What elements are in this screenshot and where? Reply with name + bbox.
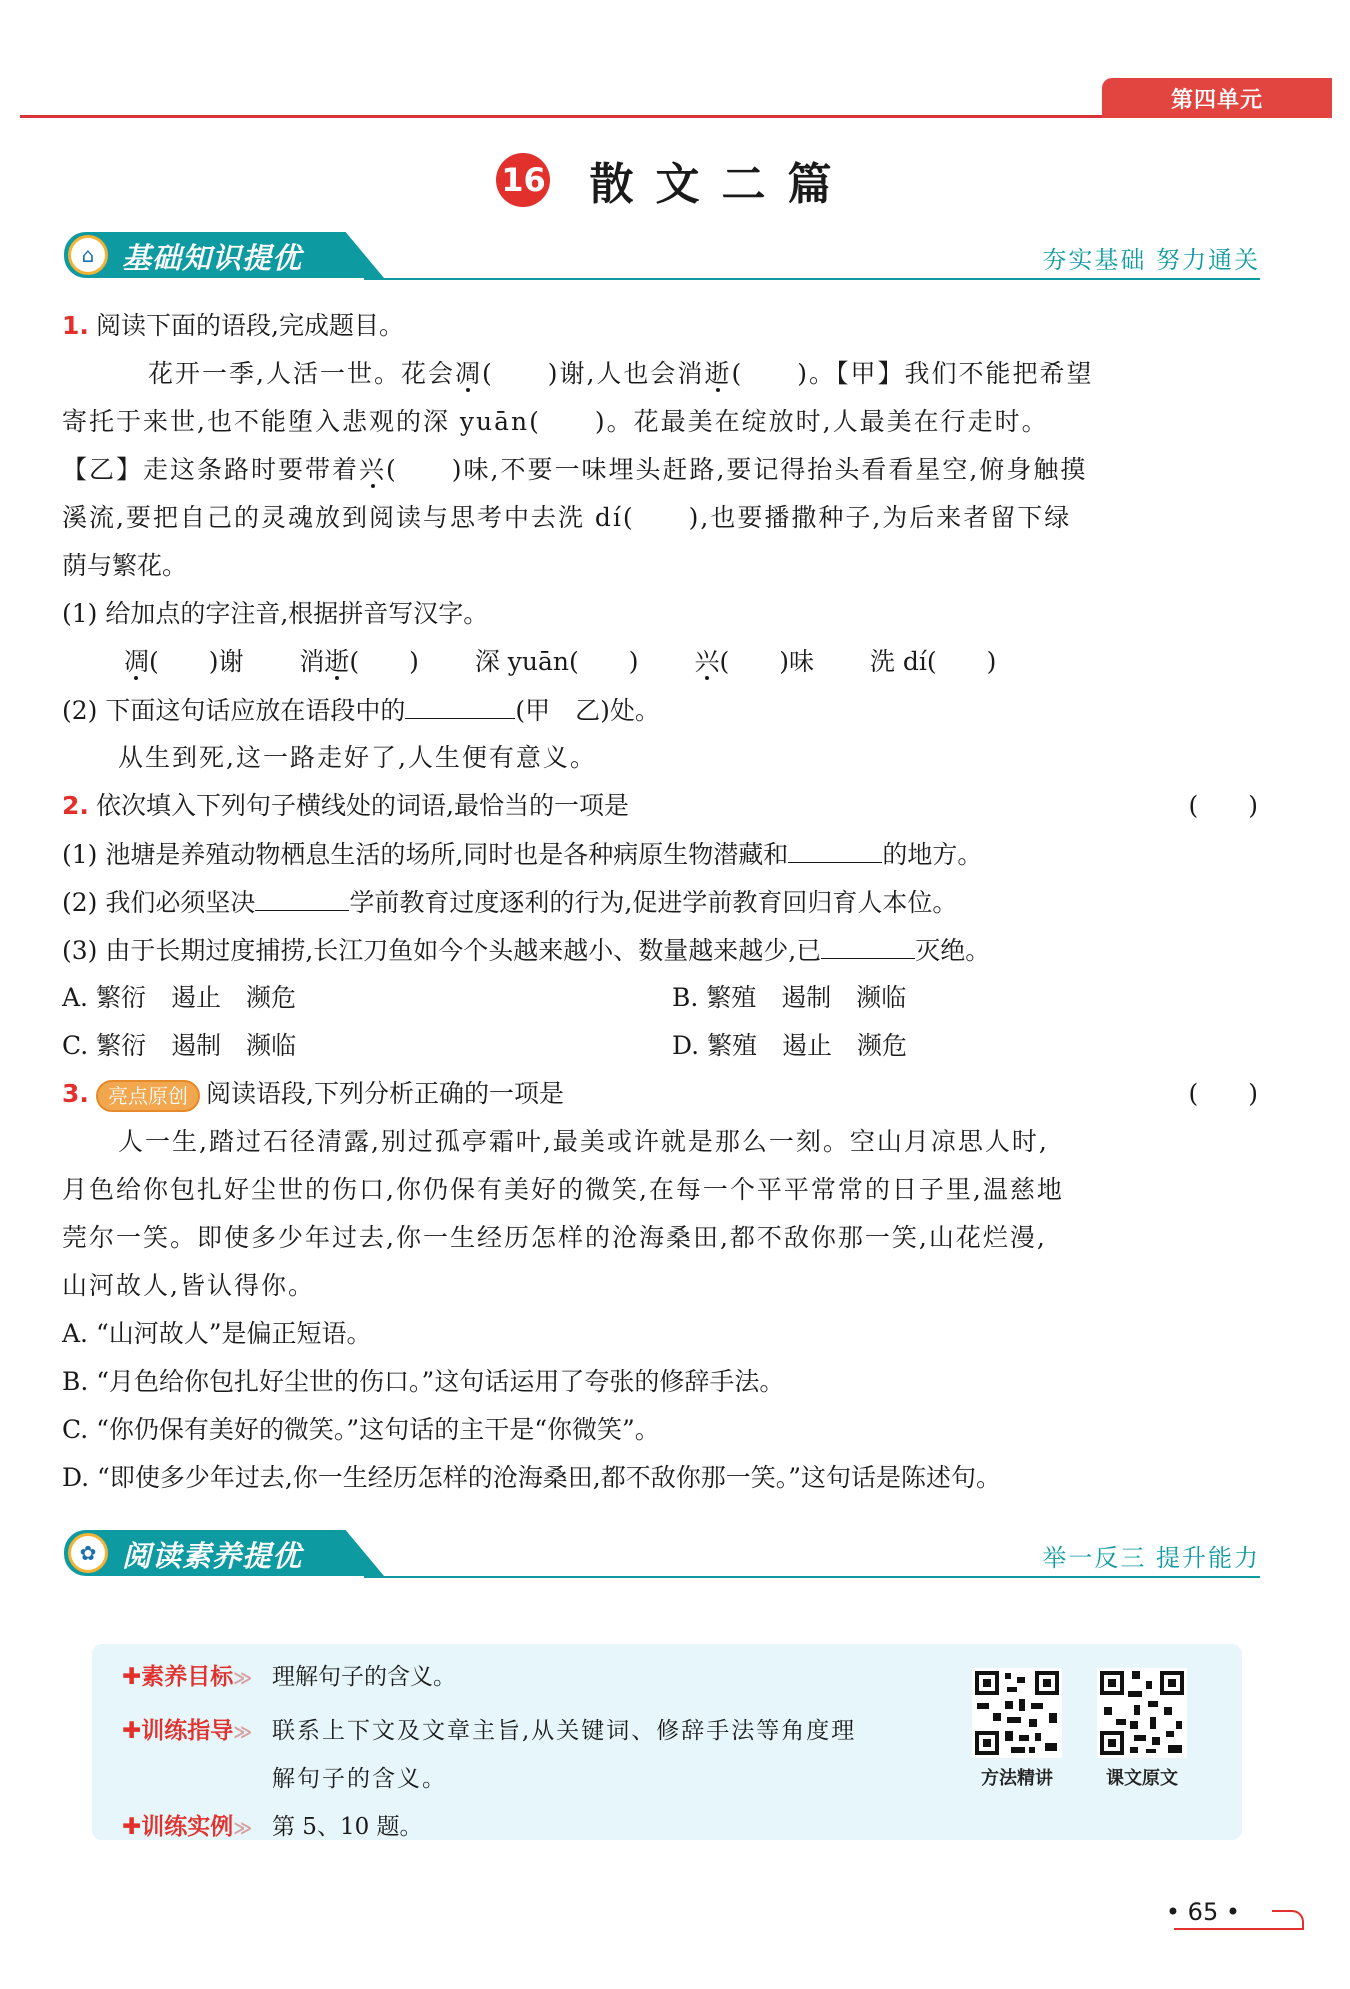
q3-passage-line: 人一生,踏过石径清露,别过孤亭霜叶,最美或许就是那么一刻。空山月凉思人时, [118,1127,1049,1156]
answer-blank[interactable] [255,878,349,911]
plus-icon: ✚ [122,1814,142,1840]
chevron-right-icon: ≫ [233,1722,253,1743]
q1-sub1: (1) 给加点的字注音,根据拼音写汉字。 [62,599,489,628]
plus-icon: ✚ [122,1718,142,1744]
guide-text-cont: 解句子的含义。 [272,1766,447,1792]
question-number: 2. [62,791,89,820]
dotted-char: 兴 [359,455,387,484]
section-header-basic [64,232,1260,280]
q2-stem: 2. 依次填入下列句子横线处的词语,最恰当的一项是 ( ) [62,782,1258,830]
section-title: 阅读素养提优 [122,1539,303,1573]
option-b[interactable]: B. “月色给你包扎好尘世的伤口。”这句话运用了夸张的修辞手法。 [62,1367,785,1396]
q2-options-row [62,974,1258,1022]
q1-sub2: (2) 下面这句话应放在语段中的 (甲 乙)处。 [62,686,1258,734]
unit-tab: 第四单元 [1102,78,1332,118]
qr-caption: 方法精讲 [981,1768,1053,1789]
qr-code-icon [972,1668,1062,1758]
lesson-title [0,148,1350,212]
q1-sub2-sentence: 从生到死,这一路走好了,人生便有意义。 [118,743,597,772]
question-number: 1. [62,311,89,340]
plus-icon: ✚ [122,1664,142,1690]
dotted-char: 兴 [694,647,720,676]
lesson-title-text: 散文二篇 [589,159,854,210]
dotted-char: 逝 [324,647,350,676]
house-icon: ⌂ [68,235,108,275]
goal-row: ✚素养目标≫ 理解句子的含义。 [122,1658,456,1691]
qr-caption: 课文原文 [1106,1768,1178,1789]
page-curl-icon [1272,1910,1304,1930]
answer-blank[interactable]: ( )谢 [148,647,244,676]
option-d[interactable]: D. “即使多少年过去,你一生经历怎样的沧海桑田,都不敌你那一笑。”这句话是陈述句。 [62,1463,1002,1492]
questions [62,302,1258,1502]
section-slogan: 举一反三 提升能力 [1042,1544,1260,1572]
option-a[interactable]: A. “山河故人”是偏正短语。 [62,1319,372,1348]
original-badge: 亮点原创 [96,1080,200,1112]
qr-code-method[interactable] [972,1668,1062,1758]
section-rule [364,278,1260,280]
guide-label: ✚训练指导≫ [122,1717,253,1744]
q1-passage-line: 【乙】走这条路时要带着兴( )味,不要一味埋头赶路,要记得抬头看看星空,俯身触摸 [62,455,1088,484]
q2-options-row [62,1022,1258,1070]
option-a[interactable]: A. 繁衍 遏止 濒危 [62,983,296,1012]
dotted-char: 凋 [454,359,482,388]
goal-label: ✚素养目标≫ [122,1663,253,1690]
answer-blank[interactable] [788,830,882,863]
section-title: 基础知识提优 [122,241,303,275]
q1-passage-line: 花开一季,人活一世。花会凋( )谢,人也会消逝( )。【甲】我们不能把希望 [148,359,1094,388]
chevron-right-icon: ≫ [233,1668,253,1689]
answer-blank[interactable]: ( ) [349,647,419,676]
option-c[interactable]: C. “你仍保有美好的微笑。”这句话的主干是“你微笑”。 [62,1415,660,1444]
q3-stem: 3. 亮点原创 阅读语段,下列分析正确的一项是 ( ) [62,1070,1258,1118]
qr-code-text[interactable] [1097,1668,1187,1758]
qr-code-icon [1097,1668,1187,1758]
section-rule [364,1576,1260,1578]
q1-passage-line: 荫与繁花。 [62,551,188,580]
example-row: ✚训练实例≫ 第 5、10 题。 [122,1808,423,1841]
chevron-right-icon: ≫ [233,1818,253,1839]
q2-sentence: (1) 池塘是养殖动物栖息生活的场所,同时也是各种病原生物潜藏和 的地方。 [62,830,1258,878]
dotted-char: 凋 [123,647,149,676]
q1-sub1-answers: 凋( )谢 消逝( ) 深 yuān( ) 兴( )味 洗 dí( ) [123,647,997,676]
answer-blank[interactable]: ( )味 [719,647,814,676]
section-slogan: 夯实基础 努力通关 [1042,246,1260,274]
answer-bracket[interactable]: ( ) [1188,1079,1258,1108]
q2-sentence: (3) 由于长期过度捕捞,长江刀鱼如今个头越来越小、数量越来越少,已 灭绝。 [62,926,1258,974]
section-header-reading [64,1530,1260,1578]
question-number: 3. [62,1079,89,1108]
example-label: ✚训练实例≫ [122,1813,253,1840]
dotted-char: 逝 [704,359,732,388]
guide-row: ✚训练指导≫ 联系上下文及文章主旨,从关键词、修辞手法等角度理 [122,1712,856,1745]
q3-passage-line: 月色给你包扎好尘世的伤口,你仍保有美好的微笑,在每一个平平常常的日子里,温慈地 [62,1175,1064,1204]
option-b[interactable]: B. 繁殖 遏制 濒临 [672,983,907,1012]
q1-stem: 1. 阅读下面的语段,完成题目。 [62,302,1258,350]
sprout-icon: ✿ [68,1533,108,1573]
answer-bracket[interactable]: ( ) [1188,791,1258,820]
lesson-number-badge: 16 [496,153,550,207]
answer-blank[interactable] [821,926,915,959]
option-d[interactable]: D. 繁殖 遏止 濒危 [672,1031,908,1060]
answer-blank[interactable] [405,686,515,719]
q1-passage-line: 寄托于来世,也不能堕入悲观的深 yuān( )。花最美在绽放时,人最美在行走时。 [62,407,1049,436]
answer-blank[interactable]: 洗 dí( ) [869,647,997,676]
page-number: • 65 • [1165,1898,1240,1926]
q3-passage-line: 山河故人,皆认得你。 [62,1271,315,1300]
q2-sentence: (2) 我们必须坚决 学前教育过度逐利的行为,促进学前教育回归育人本位。 [62,878,1258,926]
answer-blank[interactable]: 深 yuān( ) [474,647,639,676]
training-info-box [92,1644,1242,1840]
q3-passage-line: 莞尔一笑。即使多少年过去,你一生经历怎样的沧海桑田,都不敌你那一笑,山花烂漫, [62,1223,1047,1252]
option-c[interactable]: C. 繁衍 遏制 濒临 [62,1031,297,1060]
q1-passage-line: 溪流,要把自己的灵魂放到阅读与思考中去洗 dí( ),也要播撒种子,为后来者留下绿 [62,503,1072,532]
